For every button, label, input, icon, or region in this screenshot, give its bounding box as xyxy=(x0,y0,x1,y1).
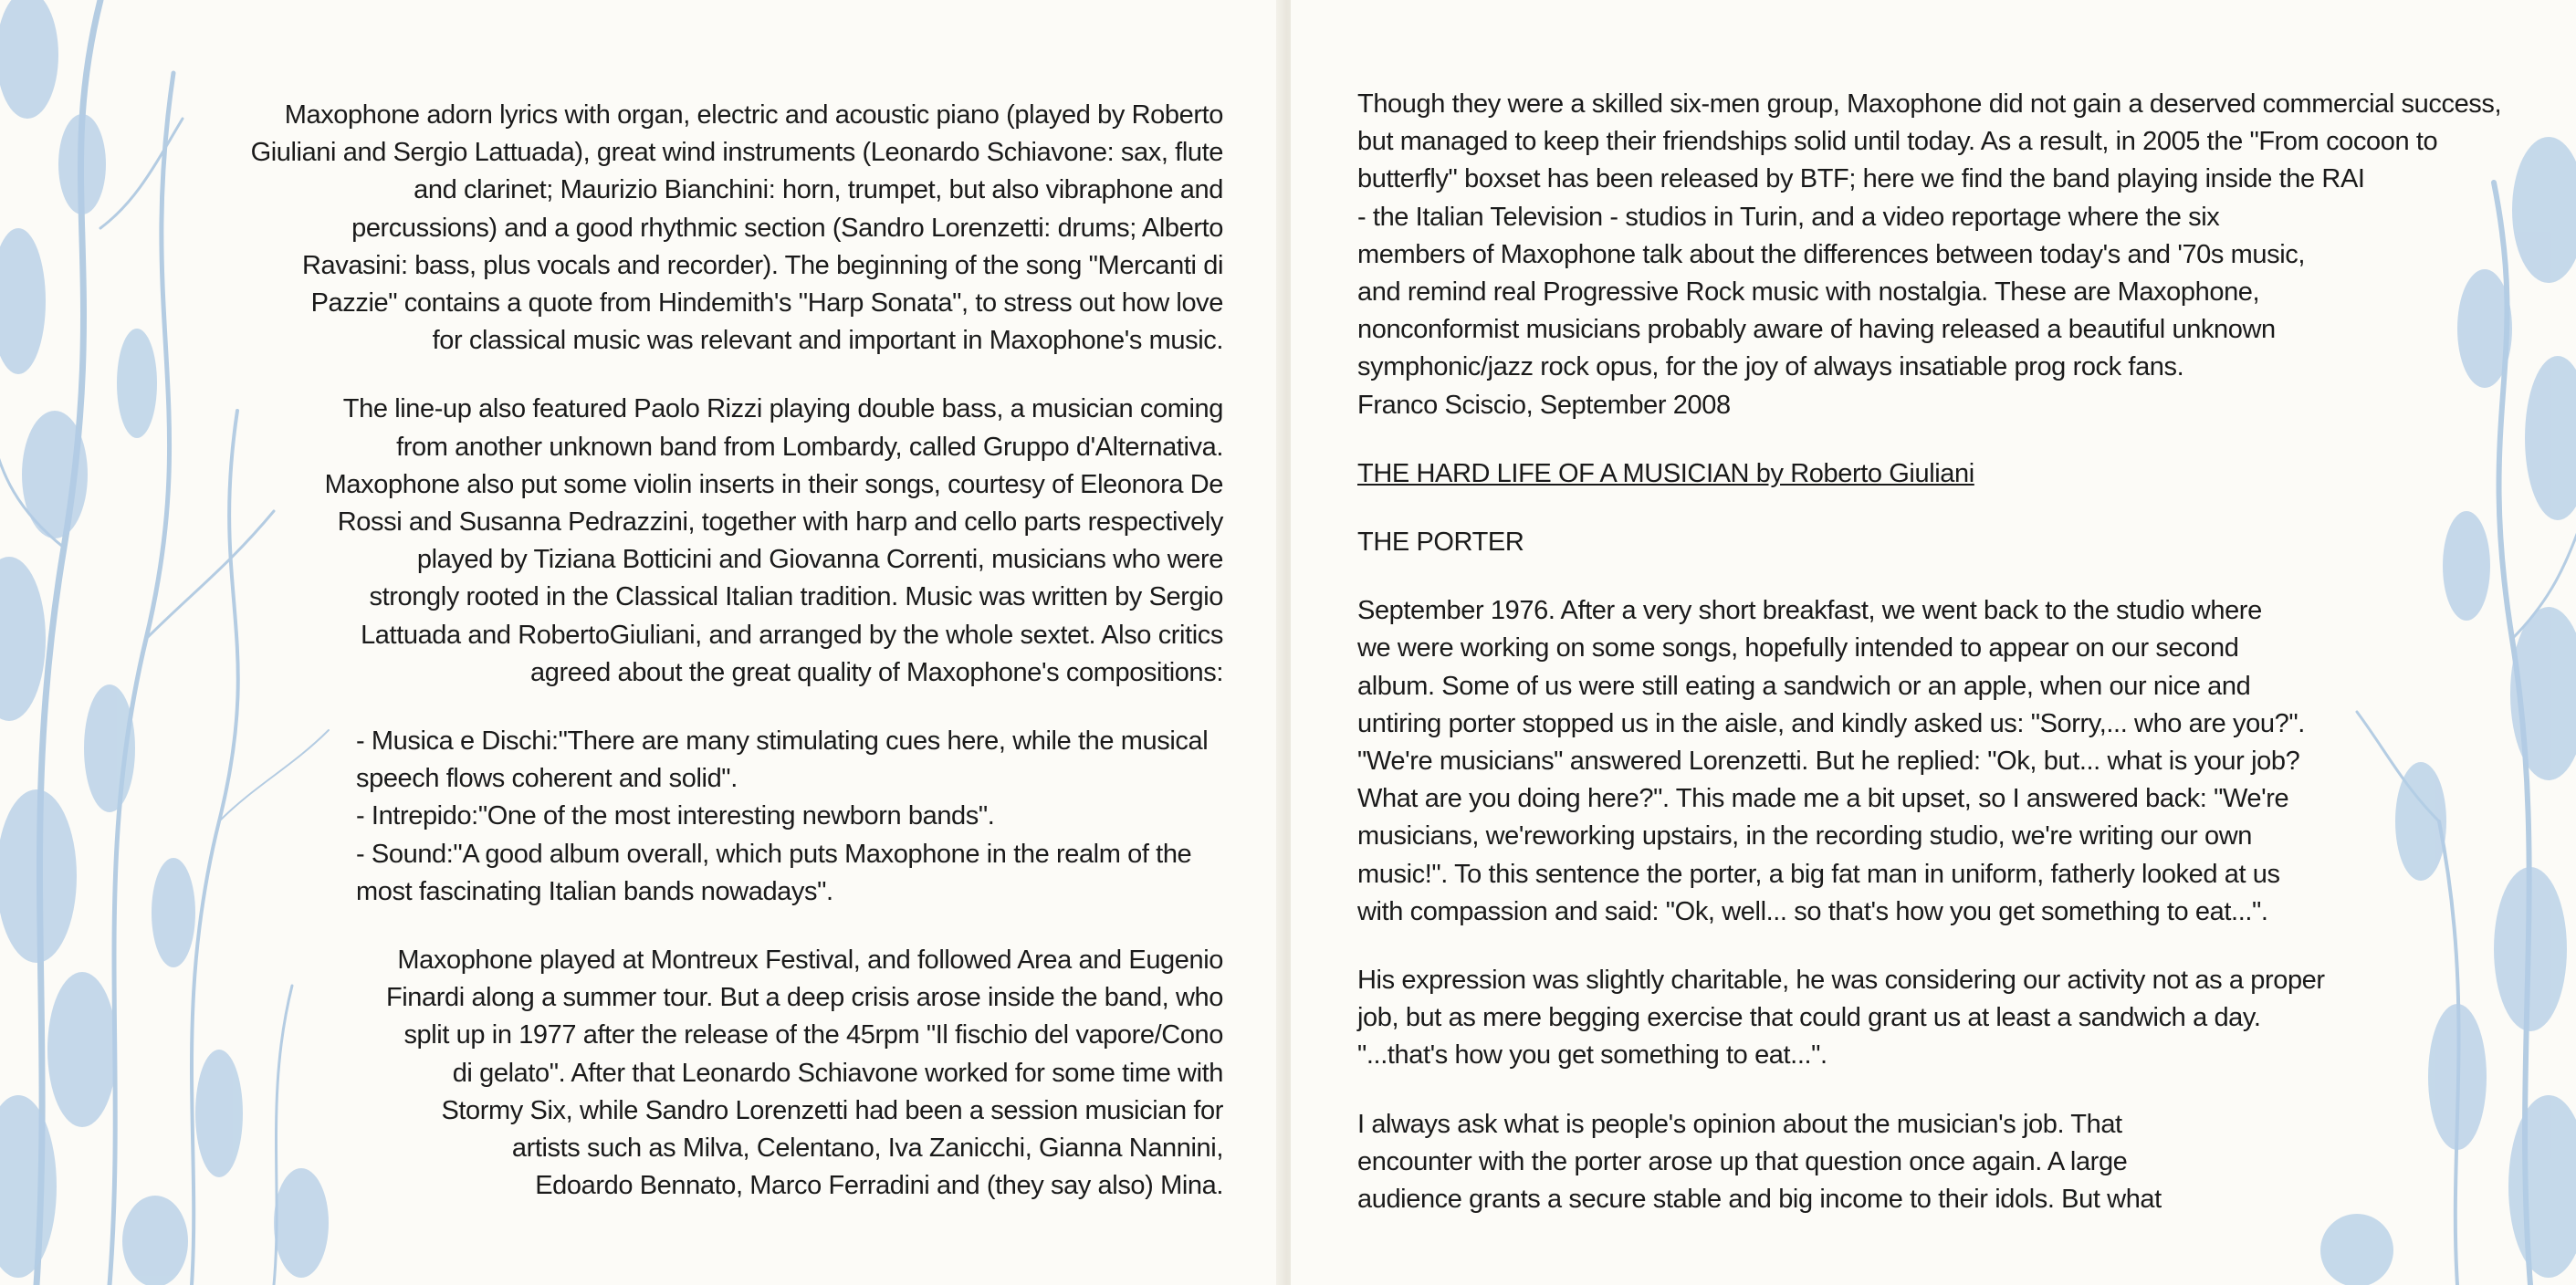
text-line: The line-up also featured Paolo Rizzi playing double bass, a musician coming xyxy=(342,394,1223,424)
text-line: played by Tiziana Botticini and Giovanna Correnti, musicians who were xyxy=(416,545,1223,575)
text-line: Pazzie" contains a quote from Hindemith's "Harp Sonata", to stress out how love xyxy=(310,288,1223,319)
right-paragraph-2 xyxy=(1357,592,2508,931)
text-line: encounter with the porter arose up that question once again. A large xyxy=(1357,1146,2128,1176)
left-page-text xyxy=(219,97,1223,1236)
critic-quotes xyxy=(219,723,1223,911)
right-paragraph-4 xyxy=(1357,1106,2508,1219)
text-line: agreed about the great quality of Maxophone's compositions: xyxy=(530,657,1223,687)
text-line: with compassion and said: "Ok, well... so that's how you get something to eat...". xyxy=(1357,896,2268,926)
text-line: di gelato". After that Leonardo Schiavone worked for some time with xyxy=(452,1058,1223,1088)
text-line: untiring porter stopped us in the aisle, and kindly asked us: "Sorry,... who are you?". xyxy=(1357,708,2305,738)
text-line: Maxophone also put some violin inserts in their songs, courtesy of Eleonora De xyxy=(324,469,1223,499)
left-page xyxy=(0,0,1285,1285)
quote-line: - Sound:"A good album overall, which puts Maxophone in the realm of the xyxy=(356,839,1192,869)
quote-line: most fascinating Italian bands nowadays". xyxy=(356,876,833,906)
text-line: His expression was slightly charitable, he was considering our activity not as a proper xyxy=(1357,966,2325,996)
text-line: - the Italian Television - studios in Turin, and a video reportage where the six xyxy=(1357,202,2220,232)
right-paragraph-3 xyxy=(1357,962,2508,1075)
text-line: symphonic/jazz rock opus, for the joy of always insatiable prog rock fans. xyxy=(1357,352,2184,382)
text-line: members of Maxophone talk about the differences between today's and '70s music, xyxy=(1357,239,2306,269)
text-line: butterfly" boxset has been released by BTF; here we find the band playing inside the RAI xyxy=(1357,164,2365,194)
quote-line: - Musica e Dischi:"There are many stimulating cues here, while the musical xyxy=(356,726,1209,757)
text-line: audience grants a secure stable and big income to their idols. But what xyxy=(1357,1185,2162,1215)
subheading xyxy=(1357,524,2508,561)
text-line: I always ask what is people's opinion about the musician's job. That xyxy=(1357,1109,2122,1139)
text-line: Maxophone played at Montreux Festival, and followed Area and Eugenio xyxy=(397,945,1223,976)
left-paragraph-3 xyxy=(219,942,1223,1205)
text-line: Maxophone adorn lyrics with organ, electric and acoustic piano (played by Roberto xyxy=(284,100,1223,130)
text-line: musicians, we'reworking upstairs, in the recording studio, we're writing our own xyxy=(1357,821,2253,851)
text-line: job, but as mere begging exercise that could grant us at least a sandwich a day. xyxy=(1357,1003,2261,1033)
text-line: percussions) and a good rhythmic section (Sandro Lorenzetti: drums; Alberto xyxy=(351,213,1223,243)
text-line: nonconformist musicians probably aware of having released a beautiful unknown xyxy=(1357,315,2276,345)
text-line: we were working on some songs, hopefully intended to appear on our second xyxy=(1357,633,2239,663)
quote-line: speech flows coherent and solid". xyxy=(356,764,738,794)
text-line: Stormy Six, while Sandro Lorenzetti had been a session musician for xyxy=(441,1095,1223,1125)
right-page-text xyxy=(1357,86,2508,1218)
text-line: Lattuada and RobertoGiuliani, and arranged by the whole sextet. Also critics xyxy=(361,620,1223,650)
text-line: Giuliani and Sergio Lattuada), great wind instruments (Leonardo Schiavone: sax, flute xyxy=(250,138,1223,168)
quote-line: - Intrepido:"One of the most interesting newborn bands". xyxy=(356,801,995,831)
right-paragraph-1 xyxy=(1357,86,2508,387)
text-line: and remind real Progressive Rock music with nostalgia. These are Maxophone, xyxy=(1357,277,2260,308)
text-line: and clarinet; Maurizio Bianchini: horn, trumpet, but also vibraphone and xyxy=(414,175,1223,205)
text-line: September 1976. After a very short breakfast, we went back to the studio where xyxy=(1357,596,2262,626)
text-line: artists such as Milva, Celentano, Iva Zanicchi, Gianna Nannini, xyxy=(511,1134,1223,1164)
text-line: split up in 1977 after the release of the 45rpm "Il fischio del vapore/Cono xyxy=(403,1020,1223,1050)
text-line: album. Some of us were still eating a sandwich or an apple, when our nice and xyxy=(1357,671,2251,701)
text-line: Rossi and Susanna Pedrazzini, together with harp and cello parts respectively xyxy=(337,507,1223,538)
text-line: music!". To this sentence the porter, a big fat man in uniform, fatherly looked at us xyxy=(1357,859,2280,889)
text-line: Though they were a skilled six-men group, Maxophone did not gain a deserved commercial success, xyxy=(1357,89,2502,119)
left-paragraph-2 xyxy=(219,391,1223,692)
text-line: What are you doing here?". This made me a bit upset, so I answered back: "We're xyxy=(1357,784,2289,814)
text-line: from another unknown band from Lombardy, called Gruppo d'Alternativa. xyxy=(396,432,1223,462)
signature-line: Franco Sciscio, September 2008 xyxy=(1357,390,1731,420)
text-line: for classical music was relevant and important in Maxophone's music. xyxy=(432,326,1223,356)
left-paragraph-1 xyxy=(219,97,1223,360)
text-line: Ravasini: bass, plus vocals and recorder). The beginning of the song "Mercanti di xyxy=(301,250,1223,280)
text-line: strongly rooted in the Classical Italian tradition. Music was written by Sergio xyxy=(369,582,1223,612)
text-line: "We're musicians" answered Lorenzetti. But he replied: "Ok, but... what is your job? xyxy=(1357,747,2300,777)
text-line: but managed to keep their friendships solid until today. As a result, in 2005 the "From cocoon to xyxy=(1357,127,2438,157)
section-heading xyxy=(1357,455,2508,493)
text-line: Finardi along a summer tour. But a deep crisis arose inside the band, who xyxy=(385,983,1223,1013)
text-line: "...that's how you get something to eat...". xyxy=(1357,1040,1827,1071)
text-line: Edoardo Bennato, Marco Ferradini and (they say also) Mina. xyxy=(535,1171,1223,1201)
section-heading-text: THE HARD LIFE OF A MUSICIAN by Roberto Giuliani xyxy=(1357,458,1974,488)
author-signature xyxy=(1357,387,2508,424)
subheading-text: THE PORTER xyxy=(1357,528,1524,558)
